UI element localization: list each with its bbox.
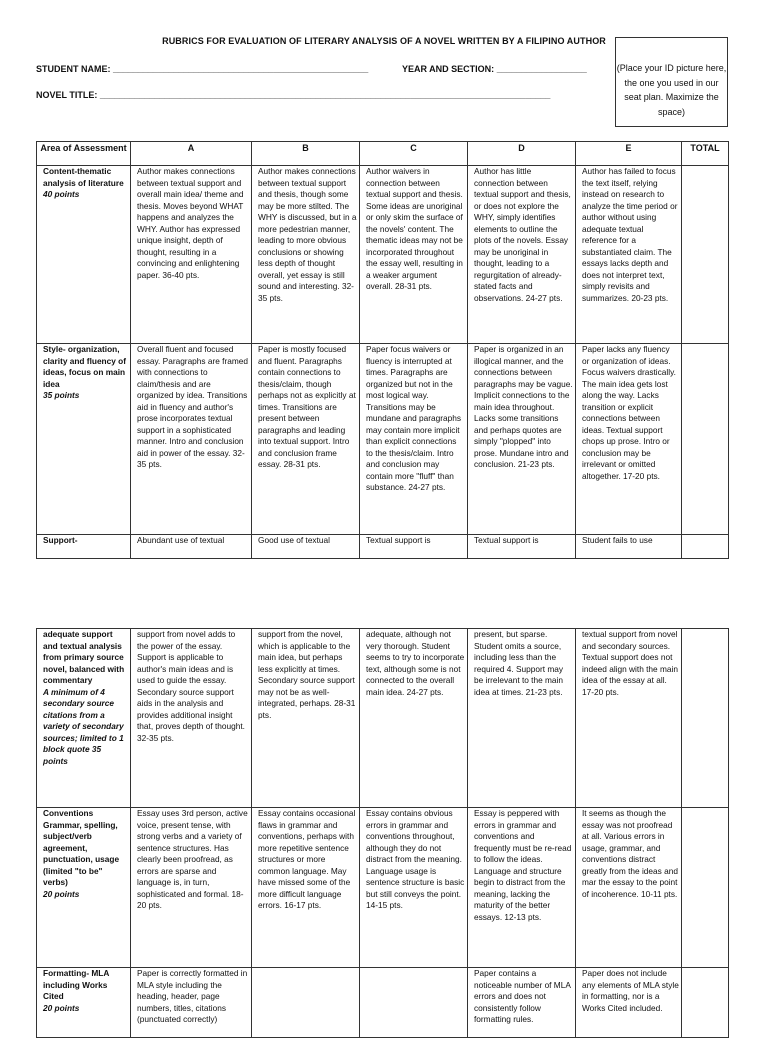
col-header-a: A <box>131 142 252 166</box>
cell-a: Essay uses 3rd person, active voice, present tense, with strong verbs and a variety of sentence structures. Has clearly been proofread, as errors are sparse and language is, in turn, sophisticated and formal. 18-20 pts. <box>131 808 252 968</box>
table-row <box>37 629 729 808</box>
cell-d: Author has little connection between textual support and thesis, or does not explore the WHY, simply identifies elements to outline the plots of the novels. Essay may be unoriginal in thought, leading to a regurgitation of already- stated facts and observations. 24-27 pts. <box>468 166 576 344</box>
cell-d: present, but sparse. Student omits a source, including less than the required 4. Support may be irrelevant to the main idea at times. 21-23 pts. <box>468 629 576 808</box>
cell-e: Paper lacks any fluency or organization of ideas. Focus waivers drastically. The main idea gets lost along the way. Lacks transition or explicit connections between ideas. Textual support chops up prose. Intro or conclusion may be irrelevant or omitted altogether. 17-20 pts. <box>576 344 682 535</box>
cell-c <box>360 968 468 1038</box>
criterion-style <box>37 344 131 535</box>
year-section-field <box>402 64 587 74</box>
cell-e: textual support from novel and secondary sources. Textual support does not indeed align with the main idea of the essay at all. 17-20 pts. <box>576 629 682 808</box>
novel-title-field <box>36 90 550 100</box>
cell-c: adequate, although not very thorough. Student seems to try to incorporate text, although some is not connected to the overall main idea. 24-27 pts. <box>360 629 468 808</box>
criterion-label: Formatting- MLA including Works Cited <box>43 968 110 1001</box>
col-header-total: TOTAL <box>682 142 729 166</box>
table-row <box>37 808 729 968</box>
id-photo-placeholder[interactable] <box>615 37 728 127</box>
cell-b <box>252 968 360 1038</box>
criterion-points: 20 points <box>43 1002 80 1013</box>
header-row <box>37 142 729 166</box>
cell-b: Author makes connections between textual support and thesis, though some may be more stilted. The WHY is discussed, but in a more pedestrian manner, leading to more obvious conclusions or showing less depth of thought overall, yet essay is still sound and interesting. 32-35 pts. <box>252 166 360 344</box>
table-row <box>37 535 729 559</box>
cell-a: Overall fluent and focused essay. Paragraphs are framed with connections to claim/thesis and are organized by idea. Transitions aid in fluency and author's prose incorporates textual support in a sophisticated manner. Intro and conclusion aid in power of the essay. 32-35 pts. <box>131 344 252 535</box>
cell-e: Paper does not include any elements of MLA style in formatting, nor is a Works Cited included. <box>576 968 682 1038</box>
col-header-c: C <box>360 142 468 166</box>
cell-c: Author waivers in connection between textual support and thesis. Some ideas are unoriginal or only skim the surface of the novels' content. The thematic ideas may not be incorporated throughout the essay well, resulting in a weaker argument overall. 28-31 pts. <box>360 166 468 344</box>
criterion-formatting <box>37 968 131 1038</box>
criterion-label: Content-thematic analysis of literature <box>43 166 124 188</box>
criterion-points: A minimum of 4 secondary source citations from a variety of secondary sources; limited to 1 block quote 35 points <box>43 686 124 766</box>
cell-e: Student fails to use <box>576 535 682 559</box>
criterion-content <box>37 166 131 344</box>
total-cell[interactable] <box>682 535 729 559</box>
cell-c: Paper focus waivers or fluency is interrupted at times. Paragraphs are organized but not in the most logical way. Transitions may be mundane and paragraphs may contain more implicit than explicit connections to the thesis/claim. Intro and conclusion may contain more "fluff" than substance. 24-27 pts. <box>360 344 468 535</box>
total-cell[interactable] <box>682 968 729 1038</box>
table-row <box>37 968 729 1038</box>
cell-b: support from the novel, which is applicable to the main idea, but perhaps less explicitly at times. Secondary source support may not be as well-integrated, perhaps. 28-31 pts. <box>252 629 360 808</box>
cell-a: Author makes connections between textual support and overall main idea/ theme and thesis. Moves beyond WHAT happens and analyzes the WHY. Author has expressed unique insight, depth of thought, resulting in a convincing and enlightening paper. 36-40 pts. <box>131 166 252 344</box>
rubric-title: RUBRICS FOR EVALUATION OF LITERARY ANALYSIS OF A NOVEL WRITTEN BY A FILIPINO AUTHOR <box>162 36 606 46</box>
total-cell[interactable] <box>682 166 729 344</box>
rubric-table-page2 <box>36 628 729 1038</box>
cell-d: Textual support is <box>468 535 576 559</box>
cell-d: Essay is peppered with errors in grammar and conventions and frequently must be re-read to follow the ideas. Language and structure begin to distract from the meaning, lacking the maturity of the better essays. 12-13 pts. <box>468 808 576 968</box>
photo-note: (Place your ID picture here, the one you used in our seat plan. Maximize the space) <box>616 63 727 117</box>
cell-b: Good use of textual <box>252 535 360 559</box>
col-header-b: B <box>252 142 360 166</box>
student-name-field <box>36 64 368 74</box>
year-section-label: YEAR AND SECTION: <box>402 64 495 74</box>
table-row <box>37 166 729 344</box>
novel-title-line[interactable]: __________________________________________________________________________________________ <box>99 90 551 100</box>
cell-c: Textual support is <box>360 535 468 559</box>
student-name-label: STUDENT NAME: <box>36 64 111 74</box>
criterion-support-cont <box>37 629 131 808</box>
total-cell[interactable] <box>682 629 729 808</box>
total-cell[interactable] <box>682 344 729 535</box>
criterion-points: 35 points <box>43 390 80 400</box>
cell-e: Author has failed to focus the text itself, relying instead on research to analyze the time period or author without using adequate textual reference for a substantiated claim. The essays lacks depth and does not interpret text, simply revisits and summarizes. 20-23 pts. <box>576 166 682 344</box>
cell-a: Abundant use of textual <box>131 535 252 559</box>
cell-e: It seems as though the essay was not proofread at all. Various errors in usage, grammar, and conventions distract greatly from the ideas and mar the essay to the point of incoherence. 10-11 pts. <box>576 808 682 968</box>
cell-d: Paper contains a noticeable number of MLA errors and does not consistently follow formatting rules. <box>468 968 576 1038</box>
table-row <box>37 344 729 535</box>
criterion-label: Support- <box>43 535 78 545</box>
criterion-points: 20 points <box>43 888 80 899</box>
cell-d: Paper is organized in an illogical manner, and the connections between paragraphs may be vague. Implicit connections to the main idea throughout. Lacks some transitions and perhaps quotes are simply "plopped" into prose. Mundane intro and conclusion. 21-23 pts. <box>468 344 576 535</box>
student-name-line[interactable]: ___________________________________________________ <box>113 64 369 74</box>
col-header-e: E <box>576 142 682 166</box>
criterion-label: Style- organization, clarity and fluency of ideas, focus on main idea <box>43 344 126 389</box>
criterion-points: 40 points <box>43 189 80 199</box>
cell-b: Essay contains occasional flaws in grammar and conventions, perhaps with more repetitive sentence structures or more common language. May have missed some of the more difficult language errors. 16-17 pts. <box>252 808 360 968</box>
rubric-table-page1 <box>36 141 729 559</box>
criterion-conventions <box>37 808 131 968</box>
cell-c: Essay contains obvious errors in grammar and conventions throughout, although they do not distract from the meaning. Language usage is sentence structure is basic but still conveys the point. 14-15 pts. <box>360 808 468 968</box>
col-header-area: Area of Assessment <box>37 142 131 166</box>
cell-a: support from novel adds to the power of the essay. Support is applicable to author's main ideas and is used to guide the essay. Secondary source support aids in the analysis and provides additional insight that, proves depth of thought. 32-35 pts. <box>131 629 252 808</box>
col-header-d: D <box>468 142 576 166</box>
criterion-label: Conventions Grammar, spelling, subject/verb agreement, punctuation, usage (limited "to be" verbs) <box>43 808 120 887</box>
criterion-support <box>37 535 131 559</box>
year-section-line[interactable]: __________________ <box>496 64 587 74</box>
criterion-label: adequate support and textual analysis from primary source novel, balanced with commentary <box>43 629 125 685</box>
cell-a: Paper is correctly formatted in MLA style including the heading, header, page numbers, titles, citations (punctuated correctly) <box>131 968 252 1038</box>
total-cell[interactable] <box>682 808 729 968</box>
cell-b: Paper is mostly focused and fluent. Paragraphs contain connections to thesis/claim, though perhaps not as explicitly at times. Transitions are present between paragraphs and leading into textual support. Intro and conclusion frame essay. 28-31 pts. <box>252 344 360 535</box>
novel-title-label: NOVEL TITLE: <box>36 90 98 100</box>
